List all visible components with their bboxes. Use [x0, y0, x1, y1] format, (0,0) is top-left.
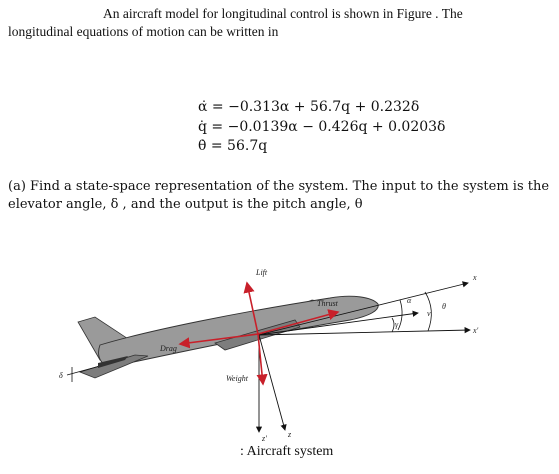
theta-label: θ — [442, 302, 446, 311]
z-prime-label: z' — [262, 434, 267, 443]
figure-caption: : Aircraft system — [240, 444, 334, 459]
x-prime-label: x' — [473, 326, 479, 335]
lift-label: Lift — [256, 268, 268, 277]
intro-line-1: An aircraft model for longitudinal control is shown in Figure . The — [103, 6, 463, 21]
gamma-label: γ — [395, 320, 399, 329]
alpha-label: α — [407, 296, 412, 305]
thrust-label: Thrust — [317, 299, 338, 308]
v-label: v — [427, 309, 431, 318]
question-a: (a) Find a state-space representation of the system. The input to the system is the elevator angle, δ , and the output is the pitch angle, θ — [8, 179, 550, 212]
equation-theta-dot: θ̇ = 56.7q — [198, 138, 268, 154]
weight-label: Weight — [226, 374, 248, 383]
equation-alpha-dot: α̇ = −0.313α + 56.7q + 0.232δ — [198, 99, 420, 115]
equation-q-dot: q̇ = −0.0139α − 0.426q + 0.0203δ — [198, 118, 446, 135]
gamma-arc — [392, 318, 394, 332]
z-label: z — [288, 430, 292, 439]
drag-label: Drag — [160, 344, 177, 353]
x-label: x — [473, 273, 477, 282]
intro-line-2: longitudinal equations of motion can be written in — [8, 24, 279, 39]
delta-label: δ — [59, 371, 63, 380]
